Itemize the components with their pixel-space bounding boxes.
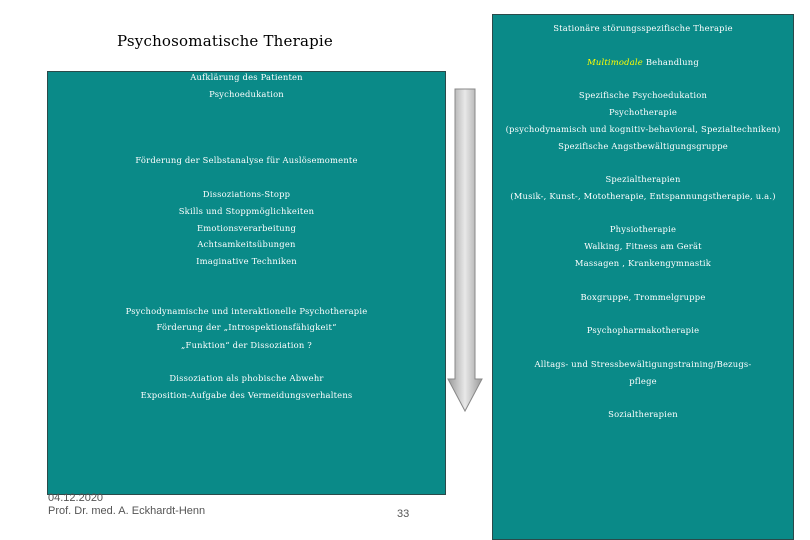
right-line: Alltags- und Stressbewältigungstraining/Bezugs-	[534, 359, 752, 369]
left-line: Achtsamkeitsübungen	[197, 239, 296, 249]
right-line: Psychopharmakotherapie	[586, 325, 700, 335]
page-number: 33	[397, 508, 410, 520]
footer-date: 04.12.2020	[48, 492, 104, 504]
footer-author: Prof. Dr. med. A. Eckhardt-Henn	[48, 505, 206, 517]
left-line: Emotionsverarbeitung	[196, 223, 297, 233]
left-line: Aufklärung des Patienten	[190, 72, 303, 82]
right-heading: Stationäre störungsspezifische Therapie	[553, 23, 733, 33]
multimodal-rest: Behandlung	[642, 57, 699, 67]
right-line: Sozialtherapien	[608, 409, 678, 419]
left-line: Skills und Stoppmöglichkeiten	[178, 206, 315, 216]
left-panel	[47, 71, 446, 495]
right-line: pflege	[629, 376, 657, 386]
left-line: „Funktion“ der Dissoziation ?	[181, 340, 312, 350]
left-line: Psychodynamische und interaktionelle Psychotherapie	[125, 306, 368, 316]
right-line: (psychodynamisch und kognitiv-behavioral, Spezialtechniken)	[505, 124, 781, 134]
left-line: Dissoziation als phobische Abwehr	[169, 373, 324, 383]
right-line: Spezifische Angstbewältigungsgruppe	[558, 141, 728, 151]
footer-date-author	[48, 492, 218, 518]
left-line: Exposition-Aufgabe des Vermeidungsverhaltens	[140, 390, 353, 400]
down-arrow-icon	[446, 87, 484, 413]
left-line: Förderung der „Introspektionsfähigkeit“	[156, 322, 337, 332]
right-line: (Musik-, Kunst-, Mototherapie, Entspannungstherapie, u.a.)	[510, 191, 776, 201]
right-line: Spezifische Psychoedukation	[578, 90, 708, 100]
right-line: Boxgruppe, Trommelgruppe	[580, 292, 706, 302]
left-line: Dissoziations-Stopp	[202, 189, 291, 199]
right-line: Physiotherapie	[609, 224, 677, 234]
right-panel	[492, 14, 794, 540]
right-line: Spezialtherapien	[605, 174, 681, 184]
multimodal-line	[493, 57, 793, 67]
right-line: Psychotherapie	[608, 107, 678, 117]
left-line: Förderung der Selbstanalyse für Auslösemomente	[135, 155, 358, 165]
left-line: Psychoedukation	[209, 89, 284, 99]
right-line: Massagen , Krankengymnastik	[574, 258, 712, 268]
left-line: Imaginative Techniken	[196, 256, 297, 266]
right-line: Walking, Fitness am Gerät	[584, 241, 702, 251]
page-title: Psychosomatische Therapie	[117, 32, 334, 50]
multimodal-highlight: Multimodale	[587, 57, 643, 67]
